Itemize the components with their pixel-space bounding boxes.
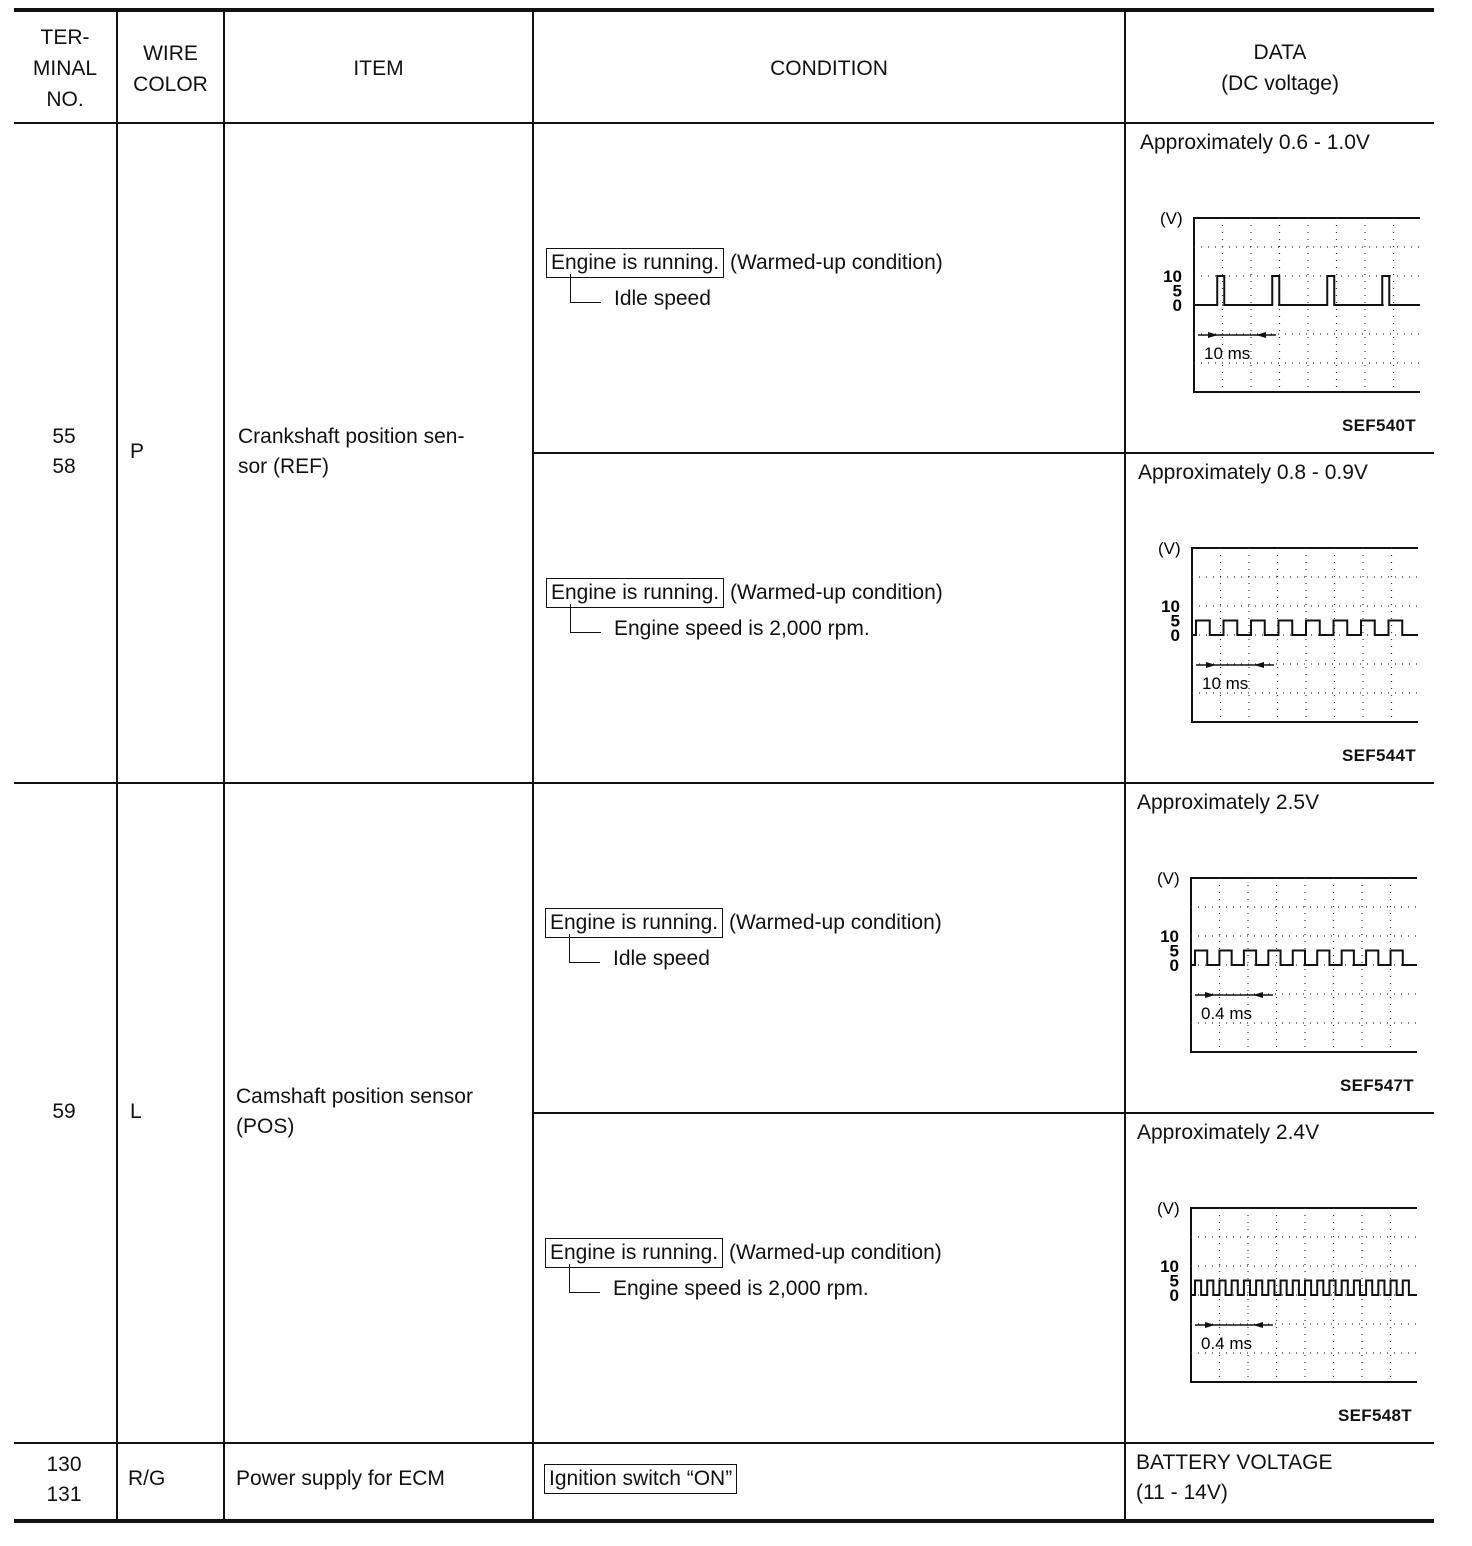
condition-sub <box>569 1274 942 1304</box>
terminal-cell-130-131 <box>14 1450 114 1510</box>
condition-sub <box>570 614 943 644</box>
header-terminal <box>14 22 116 115</box>
figure-code: SEF547T <box>1340 1076 1414 1095</box>
scope-y-tick-label: 5 <box>1169 941 1179 961</box>
terminal-cell-59 <box>14 1097 114 1127</box>
condition-sub-text: Engine speed is 2,000 rpm. <box>613 1277 869 1300</box>
figure-code: SEF544T <box>1342 746 1416 765</box>
data-value: Approximately 2.5V <box>1137 791 1320 814</box>
header-condition: CONDITION <box>770 57 888 80</box>
header-data-line-1: DATA <box>1253 41 1307 64</box>
scope-y-tick-label: 0 <box>1172 296 1182 315</box>
time-scale-label: 0.4 ms <box>1201 1334 1253 1353</box>
terminal-number: 130 <box>46 1453 82 1476</box>
col-divider-2 <box>223 12 225 1520</box>
oscilloscope-waveform <box>1137 1184 1417 1384</box>
condition-cell <box>546 248 943 314</box>
row-cam-bottom-rule <box>14 1442 1434 1444</box>
header-data-line-2: (DC voltage) <box>1221 72 1339 95</box>
data-value: Approximately 0.8 - 0.9V <box>1138 461 1368 484</box>
header-wire-line-1: WIRE <box>143 42 198 65</box>
condition-note: (Warmed-up condition) <box>729 581 943 604</box>
terminal-cell-55-58 <box>14 422 114 482</box>
condition-sub <box>570 284 943 314</box>
condition-boxed-label: Engine is running. <box>546 248 724 278</box>
condition-boxed-label: Engine is running. <box>545 1238 723 1268</box>
scope-y-tick-label: 10 <box>1161 597 1180 616</box>
col-divider-1 <box>116 12 118 1520</box>
table-top-rule <box>14 8 1434 12</box>
table-bottom-rule <box>14 1519 1434 1523</box>
time-marker-arrow <box>1253 1322 1263 1328</box>
data-value: Approximately 0.6 - 1.0V <box>1140 131 1370 154</box>
branch-elbow <box>569 934 600 963</box>
terminal-number: 59 <box>52 1100 76 1123</box>
condition-sub-text: Idle speed <box>613 947 710 970</box>
condition-boxed-label: Engine is running. <box>545 908 723 938</box>
scope-unit-label: (V) <box>1157 869 1180 888</box>
scope-y-tick-label: 5 <box>1172 281 1182 301</box>
scope-y-tick-label: 0 <box>1169 1286 1179 1305</box>
oscilloscope-waveform <box>1137 854 1417 1054</box>
figure-code: SEF548T <box>1338 1406 1412 1425</box>
data-line: (11 - 14V) <box>1136 1481 1228 1504</box>
condition-boxed-label: Engine is running. <box>546 578 724 608</box>
scope-y-tick-label: 0 <box>1169 956 1179 975</box>
scope-y-tick-label: 10 <box>1160 927 1179 946</box>
time-marker-arrow <box>1208 332 1218 338</box>
scope-y-tick-label: 5 <box>1170 611 1180 631</box>
branch-elbow <box>570 604 601 633</box>
header-terminal-line-2: MINAL <box>32 57 98 80</box>
data-value: Approximately 2.4V <box>1137 1121 1320 1144</box>
terminal-number: 55 <box>52 425 76 448</box>
scope-waveform-trace <box>1192 621 1418 636</box>
time-scale-label: 10 ms <box>1204 344 1251 363</box>
scope-unit-label: (V) <box>1157 1199 1180 1218</box>
row-crank-bottom-rule <box>14 782 1434 784</box>
item-line: Crankshaft position sen- <box>238 425 465 448</box>
item-line: Camshaft position sensor <box>236 1085 473 1108</box>
time-marker-arrow <box>1206 662 1216 668</box>
item-cell-power-supply <box>236 1464 445 1494</box>
item-line: Power supply for ECM <box>236 1467 445 1490</box>
terminal-number: 131 <box>46 1483 82 1506</box>
scope-waveform-trace <box>1191 951 1417 966</box>
wire-color-cell: P <box>130 440 145 463</box>
scope-y-tick-label: 10 <box>1160 1257 1179 1276</box>
scope-waveform-trace <box>1191 1281 1417 1296</box>
scope-unit-label: (V) <box>1158 539 1181 558</box>
condition-sub <box>569 944 942 974</box>
time-marker-arrow <box>1256 332 1266 338</box>
scope-y-tick-label: 10 <box>1163 267 1182 286</box>
header-data <box>1126 37 1434 99</box>
item-line: (POS) <box>236 1115 295 1138</box>
header-terminal-line-1: TER- <box>40 26 90 49</box>
header-bottom-rule <box>14 122 1434 124</box>
time-marker-arrow <box>1254 662 1264 668</box>
header-wire-color <box>118 38 223 100</box>
condition-sub-text: Idle speed <box>614 287 711 310</box>
row-crank-mid-rule <box>534 452 1434 454</box>
data-value-battery <box>1136 1448 1332 1508</box>
scope-unit-label: (V) <box>1160 209 1183 228</box>
oscilloscope-waveform <box>1140 194 1420 394</box>
scope-waveform-trace <box>1194 276 1420 305</box>
time-marker-arrow <box>1253 992 1263 998</box>
terminal-number: 58 <box>52 455 76 478</box>
condition-cell <box>545 1238 942 1304</box>
condition-sub-text: Engine speed is 2,000 rpm. <box>614 617 870 640</box>
time-scale-label: 10 ms <box>1202 674 1249 693</box>
item-cell-crankshaft <box>238 422 464 482</box>
item-line: sor (REF) <box>238 455 329 478</box>
wire-color-cell: R/G <box>128 1467 166 1490</box>
header-wire-line-2: COLOR <box>133 73 208 96</box>
data-line: BATTERY VOLTAGE <box>1136 1451 1333 1474</box>
ecm-terminal-table <box>14 8 1434 1524</box>
col-divider-3 <box>532 12 534 1520</box>
header-item: ITEM <box>353 57 404 80</box>
scope-y-tick-label: 0 <box>1170 626 1180 645</box>
time-marker-arrow <box>1205 992 1215 998</box>
time-marker-arrow <box>1205 1322 1215 1328</box>
branch-elbow <box>569 1264 600 1293</box>
condition-note: (Warmed-up condition) <box>728 911 942 934</box>
wire-color-cell: L <box>130 1100 142 1123</box>
col-divider-4 <box>1124 12 1126 1520</box>
condition-boxed-label: Ignition switch “ON” <box>544 1464 737 1494</box>
scope-y-tick-label: 5 <box>1169 1271 1179 1291</box>
branch-elbow <box>570 274 601 303</box>
header-terminal-line-3: NO. <box>46 88 84 111</box>
item-cell-camshaft <box>236 1082 473 1142</box>
time-scale-label: 0.4 ms <box>1201 1004 1253 1023</box>
condition-cell <box>544 1464 737 1494</box>
oscilloscope-waveform <box>1138 524 1418 724</box>
condition-cell <box>545 908 942 974</box>
row-cam-mid-rule <box>534 1112 1434 1114</box>
condition-cell <box>546 578 943 644</box>
condition-note: (Warmed-up condition) <box>729 251 943 274</box>
condition-note: (Warmed-up condition) <box>728 1241 942 1264</box>
figure-code: SEF540T <box>1342 416 1416 435</box>
